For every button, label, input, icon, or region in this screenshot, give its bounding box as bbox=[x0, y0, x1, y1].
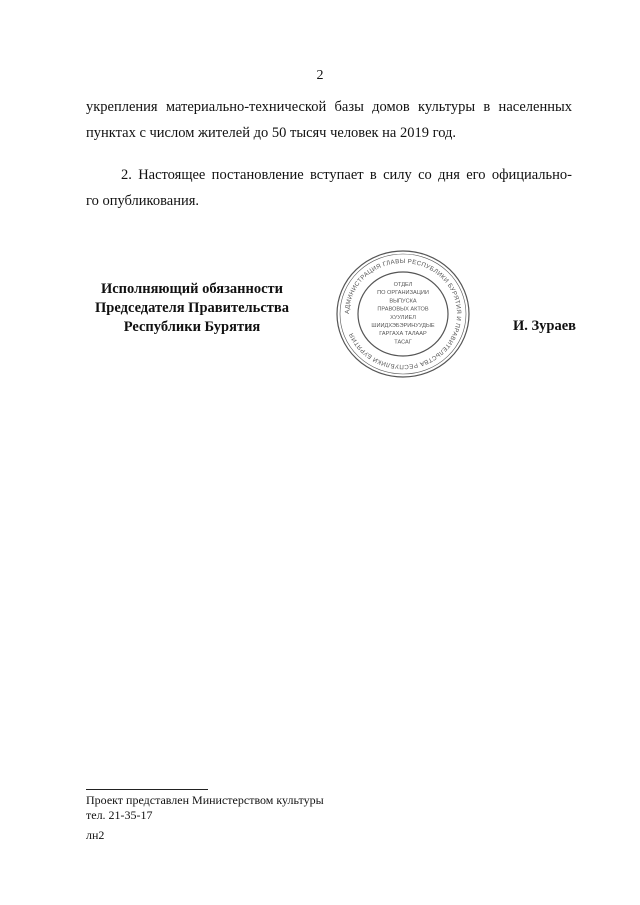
paragraph-1-line-1: укрепления материально-технической базы домов культуры в населенных bbox=[86, 99, 572, 115]
signer-title-line-1: Исполняющий обязанности bbox=[100, 281, 284, 297]
paragraph-2 bbox=[86, 162, 572, 214]
seal-center-text bbox=[371, 282, 435, 345]
footnote-line-2: тел. 21-35-17 bbox=[86, 808, 153, 822]
seal-center-line: ХУУЛИЕЛ bbox=[390, 314, 416, 321]
seal-center-line: ПРАВОВЫХ АКТОВ bbox=[377, 306, 429, 313]
signer-name: И. Зураев bbox=[512, 318, 576, 334]
paragraph-2-line-2: го опубликования. bbox=[86, 193, 200, 209]
footnote-code: лн2 bbox=[86, 828, 105, 842]
seal-center-line: ПО ОРГАНИЗАЦИИ bbox=[377, 290, 429, 297]
signer-title bbox=[76, 280, 308, 337]
footnote-divider bbox=[86, 789, 208, 790]
footnote-line-1: Проект представлен Министерством культуры bbox=[86, 793, 324, 807]
signer-title-line-3: Республики Бурятия bbox=[123, 319, 261, 335]
paragraph-2-line-1: 2. Настоящее постановление вступает в силу со дня его официально- bbox=[121, 167, 572, 183]
signer-title-line-2: Председателя Правительства bbox=[95, 300, 289, 316]
seal-center-line: ГАРГАХА ТАЛААР bbox=[379, 331, 427, 338]
paragraph-1-line-2: пунктах с числом жителей до 50 тысяч человек на 2019 год. bbox=[86, 125, 457, 141]
paragraph-1 bbox=[86, 94, 572, 146]
seal-outer-text: АДМИНИСТРАЦИЯ ГЛАВЫ РЕСПУБЛИКИ БУРЯТИЯ И ПРАВИТЕЛЬСТВА РЕСПУБЛИКИ БУРЯТИЯ bbox=[343, 257, 463, 371]
seal-center-line: ШИИДХЭБЭРИНУУДЫЕ bbox=[371, 323, 435, 329]
seal-center-line: ОТДЕЛ bbox=[393, 282, 413, 288]
seal-center-line: ТАСАГ bbox=[394, 339, 412, 346]
seal-center-line: ВЫПУСКА bbox=[389, 298, 417, 305]
page-number: 2 bbox=[316, 68, 324, 83]
official-seal bbox=[334, 248, 472, 380]
footnote bbox=[86, 793, 324, 843]
